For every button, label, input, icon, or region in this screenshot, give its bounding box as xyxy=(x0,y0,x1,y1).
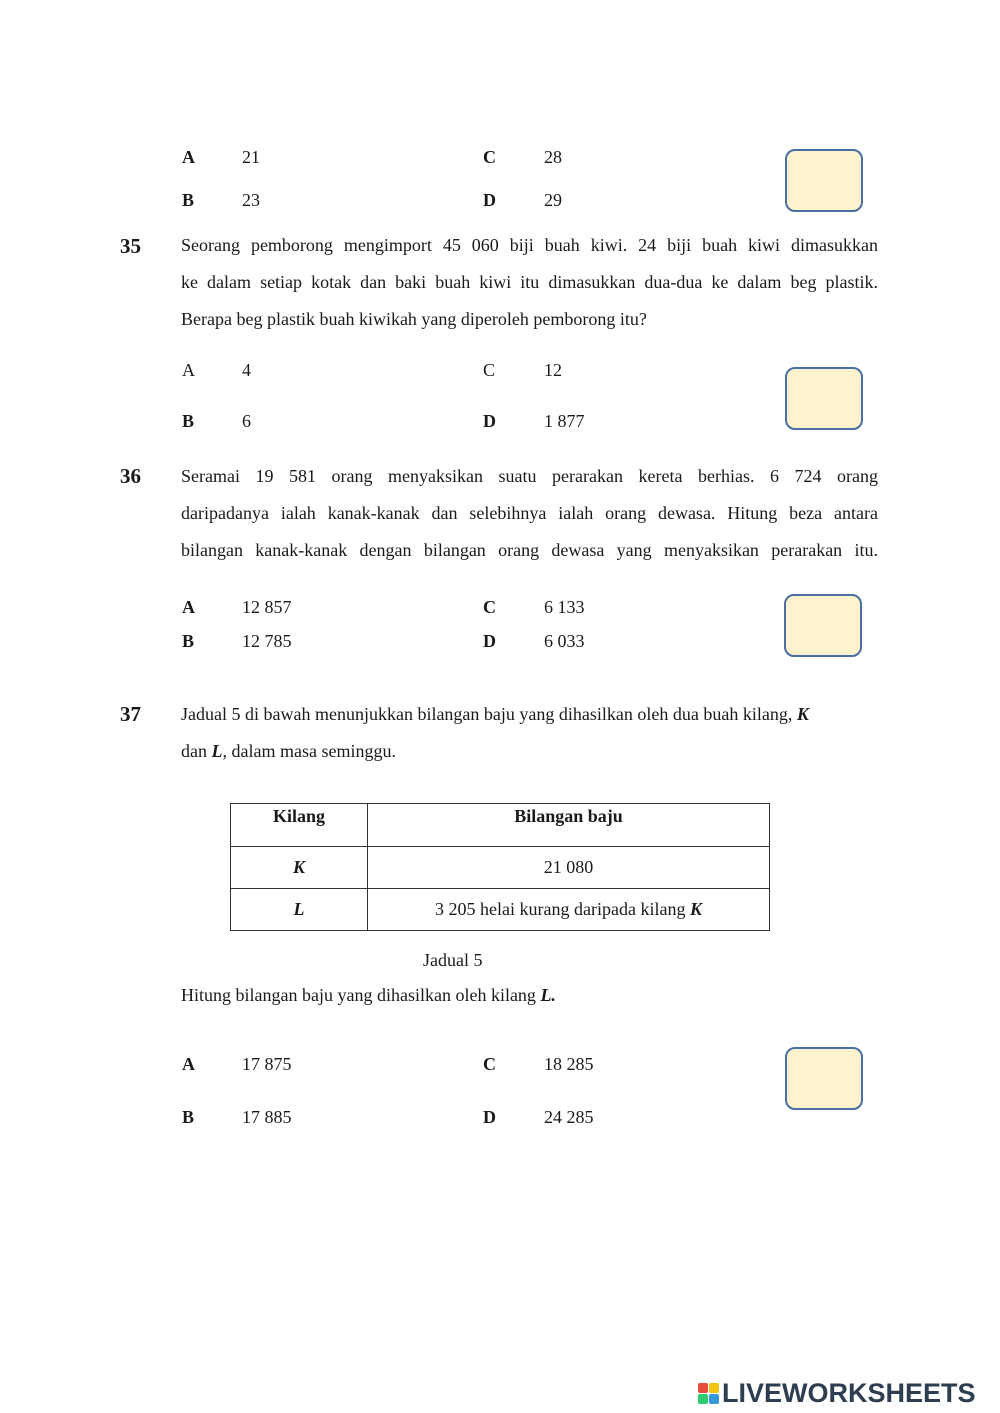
q37-number: 37 xyxy=(120,702,141,726)
q37-table-l-label: L xyxy=(293,899,305,919)
q35-option-c-letter: C xyxy=(483,360,496,380)
q35-option-a-value: 4 xyxy=(242,360,251,380)
logo-square-4 xyxy=(709,1394,719,1404)
brand-text: LIVEWORKSHEETS xyxy=(722,1377,976,1408)
q35-option-d-value: 1 877 xyxy=(544,411,585,431)
q37-option-a-letter: A xyxy=(182,1054,195,1074)
q34-option-c-letter: C xyxy=(483,147,496,167)
q34-option-b-value: 23 xyxy=(242,190,260,210)
q37-option-a-value: 17 875 xyxy=(242,1054,292,1074)
logo-square-2 xyxy=(709,1383,719,1393)
q37-answer-box[interactable] xyxy=(785,1047,863,1110)
q37-table-header-kilang: Kilang xyxy=(231,804,368,847)
q36-answer-box[interactable] xyxy=(784,594,862,657)
q34-option-d-value: 29 xyxy=(544,190,562,210)
q37-option-d-letter: D xyxy=(483,1107,496,1127)
q37-line-2 xyxy=(181,733,878,770)
q36-option-d-letter: D xyxy=(483,631,496,651)
q35-option-c-value: 12 xyxy=(544,360,562,380)
q36-line-3: bilangan kanak-kanak dengan bilangan orang dewasa yang menyaksikan perarakan itu. xyxy=(181,540,878,560)
q37-table-l-value-k: K xyxy=(689,899,702,919)
q37-line-1-text: Jadual 5 di bawah menunjukkan bilangan baju yang dihasilkan oleh dua buah kilang, xyxy=(181,704,797,724)
q37-question xyxy=(181,696,878,770)
q37-table-header-bilangan: Bilangan baju xyxy=(368,804,770,847)
q37-option-b-value: 17 885 xyxy=(242,1107,292,1127)
q35-option-d-letter: D xyxy=(483,411,496,431)
q34-option-b-letter: B xyxy=(182,190,195,210)
q37-line-1 xyxy=(181,696,878,733)
q35-line-3: Berapa beg plastik buah kiwikah yang diperoleh pemborong itu? xyxy=(181,309,647,329)
q37-table-cell-l-value xyxy=(368,889,770,931)
q37-table-k-label: K xyxy=(292,857,305,877)
q37-line-2-l: L xyxy=(211,741,223,761)
q35-line-2: ke dalam setiap kotak dan baki buah kiwi itu dimasukkan dua-dua ke dalam beg plastik. xyxy=(181,272,878,292)
q35-option-a-letter: A xyxy=(182,360,195,380)
q37-table-cell-kilang-l xyxy=(231,889,368,931)
q37-option-b-letter: B xyxy=(182,1107,195,1127)
logo-square-3 xyxy=(698,1394,708,1404)
q37-table-cell-kilang-k xyxy=(231,847,368,889)
q36-option-b-letter: B xyxy=(182,631,195,651)
q36-option-d-value: 6 033 xyxy=(544,631,585,651)
q35-option-b-letter: B xyxy=(182,411,195,431)
q35-line-1: Seorang pemborong mengimport 45 060 biji buah kiwi. 24 biji buah kiwi dimasukkan xyxy=(181,235,878,255)
q37-prompt xyxy=(181,984,556,1006)
q35-question xyxy=(181,227,878,338)
q34-answer-box[interactable] xyxy=(785,149,863,212)
q36-option-b-value: 12 785 xyxy=(242,631,292,651)
q37-line-1-k: K xyxy=(796,704,809,724)
q37-prompt-l: L. xyxy=(540,985,556,1005)
q37-table-header-row xyxy=(231,804,770,847)
liveworksheets-logo xyxy=(698,1378,976,1408)
q37-table xyxy=(230,803,770,931)
q34-option-d-letter: D xyxy=(483,190,496,210)
q37-option-c-value: 18 285 xyxy=(544,1054,594,1074)
liveworksheets-icon xyxy=(698,1383,719,1404)
q36-option-a-value: 12 857 xyxy=(242,597,292,617)
q37-option-c-letter: C xyxy=(483,1054,496,1074)
q36-option-c-letter: C xyxy=(483,597,496,617)
table-row xyxy=(231,889,770,931)
q37-prompt-text: Hitung bilangan baju yang dihasilkan oleh kilang xyxy=(181,985,541,1005)
q37-line-2-pre: dan xyxy=(181,741,212,761)
q34-option-c-value: 28 xyxy=(544,147,562,167)
q36-line-2: daripadanya ialah kanak-kanak dan selebihnya ialah orang dewasa. Hitung beza antara xyxy=(181,503,878,523)
q36-number: 36 xyxy=(120,464,141,488)
q37-table-caption: Jadual 5 xyxy=(423,950,483,970)
q36-line-1: Seramai 19 581 orang menyaksikan suatu perarakan kereta berhias. 6 724 orang xyxy=(181,466,878,486)
q37-line-2-post: , dalam masa seminggu. xyxy=(222,741,396,761)
q37-table-cell-k-value: 21 080 xyxy=(368,847,770,889)
q35-number: 35 xyxy=(120,234,141,258)
q34-option-a-letter: A xyxy=(182,147,195,167)
q34-option-a-value: 21 xyxy=(242,147,260,167)
q35-answer-box[interactable] xyxy=(785,367,863,430)
q35-option-b-value: 6 xyxy=(242,411,251,431)
q36-option-a-letter: A xyxy=(182,597,195,617)
table-row xyxy=(231,847,770,889)
q36-question xyxy=(181,458,878,569)
q36-option-c-value: 6 133 xyxy=(544,597,585,617)
q37-option-d-value: 24 285 xyxy=(544,1107,594,1127)
q37-table-l-value-text: 3 205 helai kurang daripada kilang xyxy=(435,899,690,919)
logo-square-1 xyxy=(698,1383,708,1393)
